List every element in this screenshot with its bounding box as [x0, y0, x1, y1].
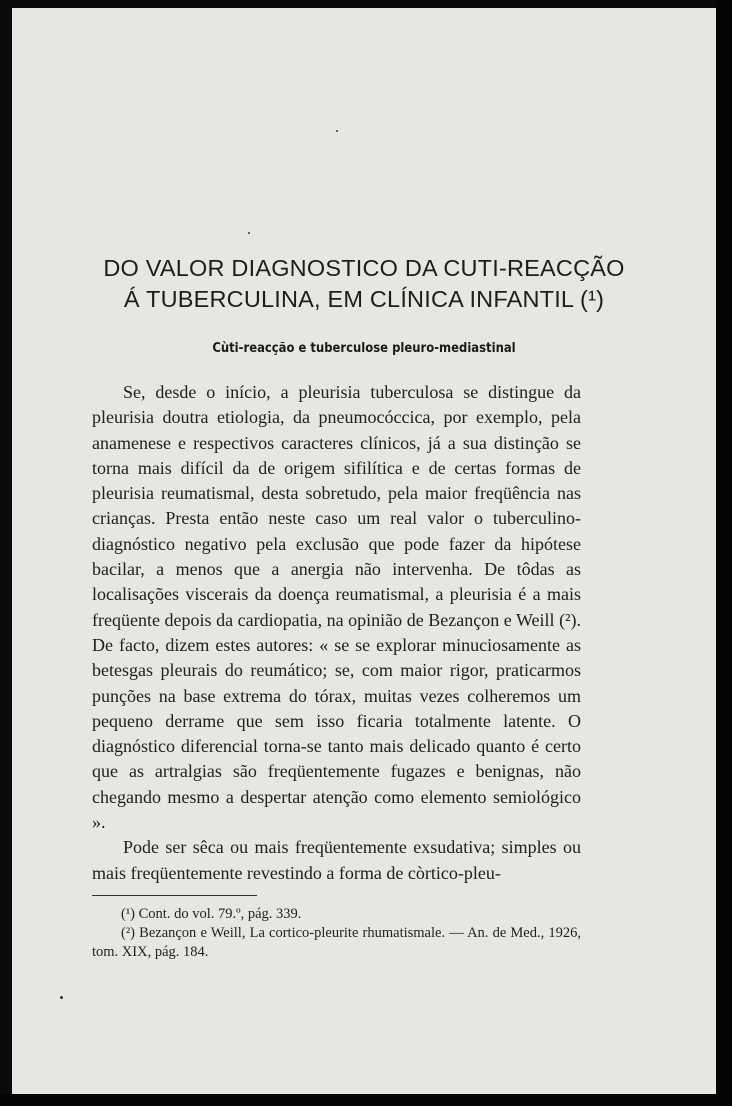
- dust-speck: [60, 996, 63, 999]
- scan-border-bottom: [0, 1094, 732, 1106]
- footnote-1: (¹) Cont. do vol. 79.º, pág. 339.: [121, 906, 302, 922]
- article-title-line-1: DO VALOR DIAGNOSTICO DA CUTI-REACÇÃO: [103, 255, 625, 281]
- paragraph: Pode ser sêca ou mais freqüentemente exsudativa; simples ou mais freqüentemente revestindo a forma de còrtico-pleu-: [92, 837, 581, 883]
- paragraph: Se, desde o início, a pleurisia tuberculosa se distingue da pleurisia doutra etiologia, da pneumocóccica, por exemplo, pela anamenese e respectivos caracteres clínicos, já a sua distinção se torna mais difícil da de origem sifilítica e de certas formas de pleurisia reumatismal, desta sobretudo, pela maior freqüência nas crianças. Presta então neste caso um real valor o tuberculino-diagnóstico negativo pela exclusão que pode fazer da hipótese bacilar, a menos que a anergia não intervenha. De tôdas as localisações viscerais da doença reumatismal, a pleurisia é a mais freqüente depois da cardiopatia, na opinião de Bezançon e Weill (²). De facto, dizem estes autores: « se se explorar minuciosamente as betesgas pleurais do reumático; se, com maior rigor, praticarmos punções na base extrema do tórax, muitas vezes colheremos um pequeno derrame que sem isso ficaria totalmente latente. O diagnóstico diferencial torna-se tanto mais delicado quanto é certo que as artralgias são freqüentemente fugazes e benignas, não chegando mesmo a despertar atenção como elemento semiológico ».: [92, 382, 581, 833]
- article-title-line-2: Á TUBERCULINA, EM CLÍNICA INFANTIL (¹): [123, 286, 605, 312]
- dust-speck: [336, 130, 338, 132]
- section-subtitle: Cùti-reacção e tuberculose pleuro-mediastinal: [212, 340, 516, 356]
- article-body: [92, 380, 581, 886]
- footnote-divider: [92, 895, 257, 896]
- footnotes: [92, 905, 581, 962]
- dust-speck: [248, 232, 250, 234]
- footnote-2: (²) Bezançon e Weill, La cortico-pleurite rhumatismale. — An. de Med., 1926, tom. XIX, pág. 184.: [92, 925, 581, 960]
- scanned-page: [12, 8, 716, 1094]
- scan-border-right: [716, 0, 732, 1106]
